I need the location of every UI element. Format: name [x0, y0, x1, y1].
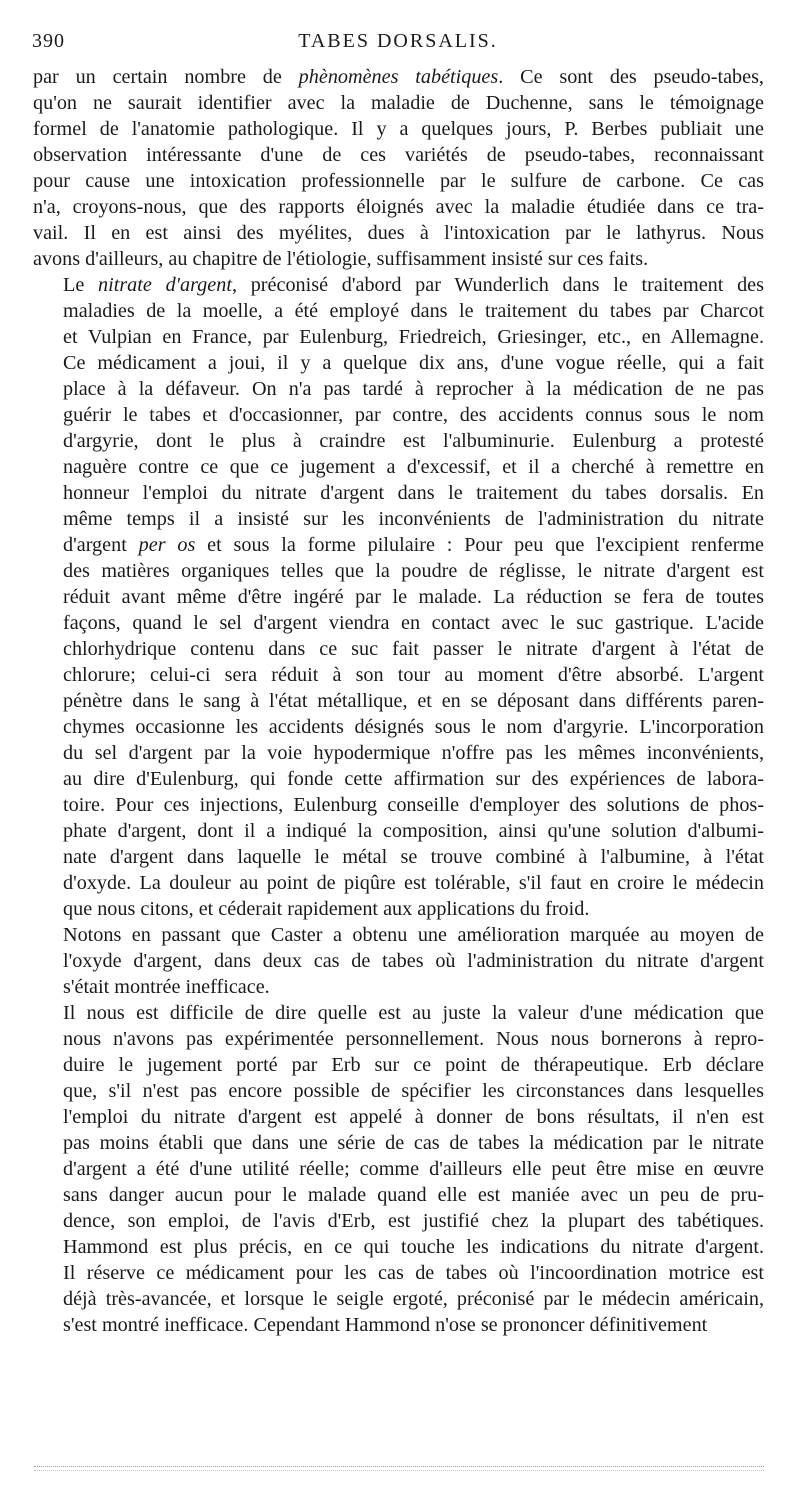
text-line: dence, son emploi, de l'avis d'Erb, est justifié chez la plupart des tabétiques. — [63, 1210, 764, 1232]
text-line: par un certain nombre de phènomènes tabétiques. Ce sont des pseudo-tabes, — [33, 66, 764, 88]
text-line: Ce médicament a joui, il y a quelque dix ans, d'une vogue réelle, qui a fait — [63, 352, 764, 374]
text-line: Le nitrate d'argent, préconisé d'abord par Wunderlich dans le traitement des — [63, 274, 764, 296]
text-line: pénètre dans le sang à l'état métallique, et en se déposant dans différents paren- — [63, 690, 764, 712]
text-line: s'est montré inefficace. Cependant Hammond n'ose se prononcer définitivement — [63, 1314, 708, 1336]
footer-rule — [34, 1466, 764, 1467]
text-line: vail. Il en est ainsi des myélites, dues à l'intoxication par le lathyrus. Nous — [33, 222, 764, 244]
running-title: TABES DORSALIS. — [298, 30, 498, 52]
text-line: du sel d'argent par la voie hypodermique n'offre pas les mêmes inconvénients, — [63, 742, 764, 764]
text-line: duire le jugement porté par Erb sur ce point de thérapeutique. Erb déclare — [63, 1054, 764, 1076]
text-line: au dire d'Eulenburg, qui fonde cette affirmation sur des expériences de labora- — [63, 768, 764, 790]
text-line: avons d'ailleurs, au chapitre de l'étiologie, suffisamment insisté sur ces faits. — [33, 248, 649, 270]
text-line: d'argent a été d'une utilité réelle; comme d'ailleurs elle peut être mise en œuvre — [63, 1158, 764, 1180]
italic-text: per os — [138, 534, 196, 556]
text-line: que nous citons, et céderait rapidement aux applications du froid. — [63, 898, 590, 920]
text-line: des matières organiques telles que la poudre de réglisse, le nitrate d'argent est — [63, 560, 764, 582]
paragraph — [33, 922, 764, 1000]
text-line: Il réserve ce médicament pour les cas de tabes où l'incoordination motrice est — [63, 1262, 764, 1284]
text-line: Notons en passant que Caster a obtenu une amélioration marquée au moyen de — [63, 924, 764, 946]
text-line: déjà très-avancée, et lorsque le seigle ergoté, préconisé par le médecin américain, — [63, 1288, 764, 1310]
text-line: Hammond est plus précis, en ce qui touche les indications du nitrate d'argent. — [63, 1236, 764, 1258]
text-line: même temps il a insisté sur les inconvénients de l'administration du nitrate — [63, 508, 764, 530]
text-line: d'argyrie, dont le plus à craindre est l'albuminurie. Eulenburg a protesté — [63, 430, 764, 452]
italic-text: nitrate d'argent — [98, 274, 232, 296]
text-line: toire. Pour ces injections, Eulenburg conseille d'employer des solutions de phos- — [63, 794, 764, 816]
page-number: 390 — [32, 30, 65, 52]
text-line: qu'on ne saurait identifier avec la maladie de Duchenne, sans le témoignage — [33, 92, 764, 114]
footer-rule-secondary — [34, 1470, 764, 1471]
text-line: Il nous est difficile de dire quelle est au juste la valeur d'une médication que — [63, 1002, 764, 1024]
text-line: chlorhydrique contenu dans ce suc fait passer le nitrate d'argent à l'état de — [63, 638, 764, 660]
text-line: l'emploi du nitrate d'argent est appelé à donner de bons résultats, il n'en est — [63, 1106, 764, 1128]
text-line: maladies de la moelle, a été employé dans le traitement du tabes par Charcot — [63, 300, 764, 322]
text-line: naguère contre ce que ce jugement a d'excessif, et il a cherché à remettre en — [63, 456, 764, 478]
text-line: que, s'il n'est pas encore possible de spécifier les circonstances dans lesquelles — [63, 1080, 764, 1102]
page-header — [32, 30, 764, 60]
paragraph — [33, 1000, 764, 1338]
paragraph — [33, 64, 764, 272]
text-line: n'a, croyons-nous, que des rapports éloignés avec la maladie étudiée dans ce tra- — [33, 196, 764, 218]
text-line: sans danger aucun pour le malade quand elle est maniée avec un peu de pru- — [63, 1184, 764, 1206]
text-line: chlorure; celui-ci sera réduit à son tour au moment d'être absorbé. L'argent — [63, 664, 764, 686]
text-line: observation intéressante d'une de ces variétés de pseudo-tabes, reconnaissant — [33, 144, 764, 166]
text-line: pour cause une intoxication professionnelle par le sulfure de carbone. Ce cas — [33, 170, 764, 192]
text-line: guérir le tabes et d'occasionner, par contre, des accidents connus sous le nom — [63, 404, 764, 426]
text-line: nous n'avons pas expérimentée personnellement. Nous nous bornerons à repro- — [63, 1028, 764, 1050]
body-text — [33, 64, 764, 1338]
text-line: d'argent per os et sous la forme pilulaire : Pour peu que l'excipient renferme — [63, 534, 764, 556]
paragraph — [33, 272, 764, 922]
text-line: place à la défaveur. On n'a pas tardé à reprocher à la médication de ne pas — [63, 378, 764, 400]
text-line: s'était montrée inefficace. — [63, 976, 270, 998]
text-line: façons, quand le sel d'argent viendra en contact avec le suc gastrique. L'acide — [63, 612, 764, 634]
italic-text: phènomènes tabétiques — [298, 66, 499, 88]
text-line: formel de l'anatomie pathologique. Il y a quelques jours, P. Berbes publiait une — [33, 118, 764, 140]
text-line: réduit avant même d'être ingéré par le malade. La réduction se fera de toutes — [63, 586, 764, 608]
text-line: pas moins établi que dans une série de cas de tabes la médication par le nitrate — [63, 1132, 764, 1154]
text-line: honneur l'emploi du nitrate d'argent dans le traitement du tabes dorsalis. En — [63, 482, 764, 504]
text-line: nate d'argent dans laquelle le métal se trouve combiné à l'albumine, à l'état — [63, 846, 764, 868]
text-line: chymes occasionne les accidents désignés sous le nom d'argyrie. L'incorporation — [63, 716, 764, 738]
text-line: l'oxyde d'argent, dans deux cas de tabes où l'administration du nitrate d'argent — [63, 950, 764, 972]
text-line: et Vulpian en France, par Eulenburg, Friedreich, Griesinger, etc., en Allemagne. — [63, 326, 764, 348]
text-line: d'oxyde. La douleur au point de piqûre est tolérable, s'il faut en croire le médecin — [63, 872, 764, 894]
text-line: phate d'argent, dont il a indiqué la composition, ainsi qu'une solution d'albumi- — [63, 820, 764, 842]
